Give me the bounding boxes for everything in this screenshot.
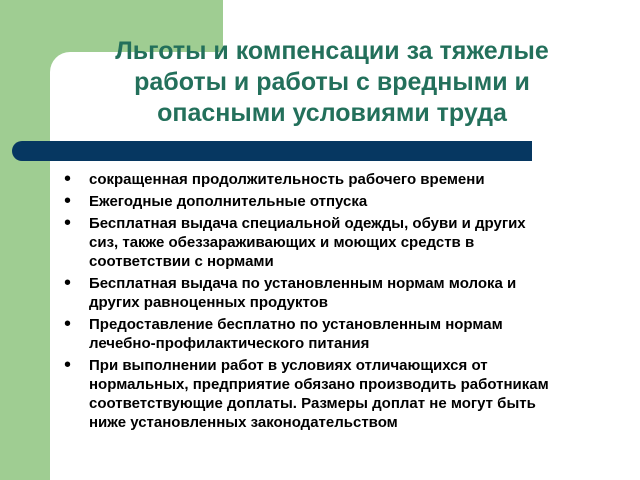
bullet-text [89,315,503,353]
bullet-text-line: При выполнении работ в условиях отличающихся от [89,357,488,374]
bullet-text-line: соответствии с нормами [89,253,274,270]
bullet-text-line: Бесплатная выдача специальной одежды, обуви и других [89,215,526,232]
bullet-dot-icon: • [64,313,72,335]
bullet-text [89,192,367,211]
bullet-text-line: Предоставление бесплатно по установленным нормам [89,316,503,333]
bullet-text [89,274,516,312]
bullet-item [64,192,624,211]
bullet-item [64,356,624,432]
bullet-text-line: соответствующие доплаты. Размеры доплат не могут быть [89,395,536,412]
bullet-dot-icon: • [64,190,72,212]
bullet-text-line: других равноценных продуктов [89,294,329,311]
bullet-text-line: сокращенная продолжительность рабочего времени [89,171,485,188]
bullet-text-line: ниже установленных законодательством [89,414,398,431]
slide-title-line: опасными условиями труда [157,99,507,127]
bullet-text-line: сиз, также обеззараживающих и моющих средств в [89,234,475,251]
bullet-item [64,274,624,312]
bullet-dot-icon: • [64,212,72,234]
bullet-list [64,170,624,435]
bullet-text-line: Бесплатная выдача по установленным нормам молока и [89,275,517,292]
slide-title-line: Льготы и компенсации за тяжелые [115,37,549,65]
bullet-text-line: нормальных, предприятие обязано производить работникам [89,376,549,393]
bullet-text [89,214,526,271]
title-divider-bar [47,141,532,161]
bullet-text-line: лечебно-профилактического питания [89,335,370,352]
slide-title-line: работы и работы с вредными и [134,68,530,96]
bullet-item [64,214,624,271]
bullet-dot-icon: • [64,272,72,294]
bullet-dot-icon: • [64,168,72,190]
bullet-item [64,170,624,189]
bullet-text [89,170,485,189]
bullet-dot-icon: • [64,354,72,376]
bullet-item [64,315,624,353]
bullet-text-line: Ежегодные дополнительные отпуска [89,193,368,210]
bullet-text [89,356,549,432]
title-divider-cap [12,141,50,161]
slide-title [64,36,600,129]
